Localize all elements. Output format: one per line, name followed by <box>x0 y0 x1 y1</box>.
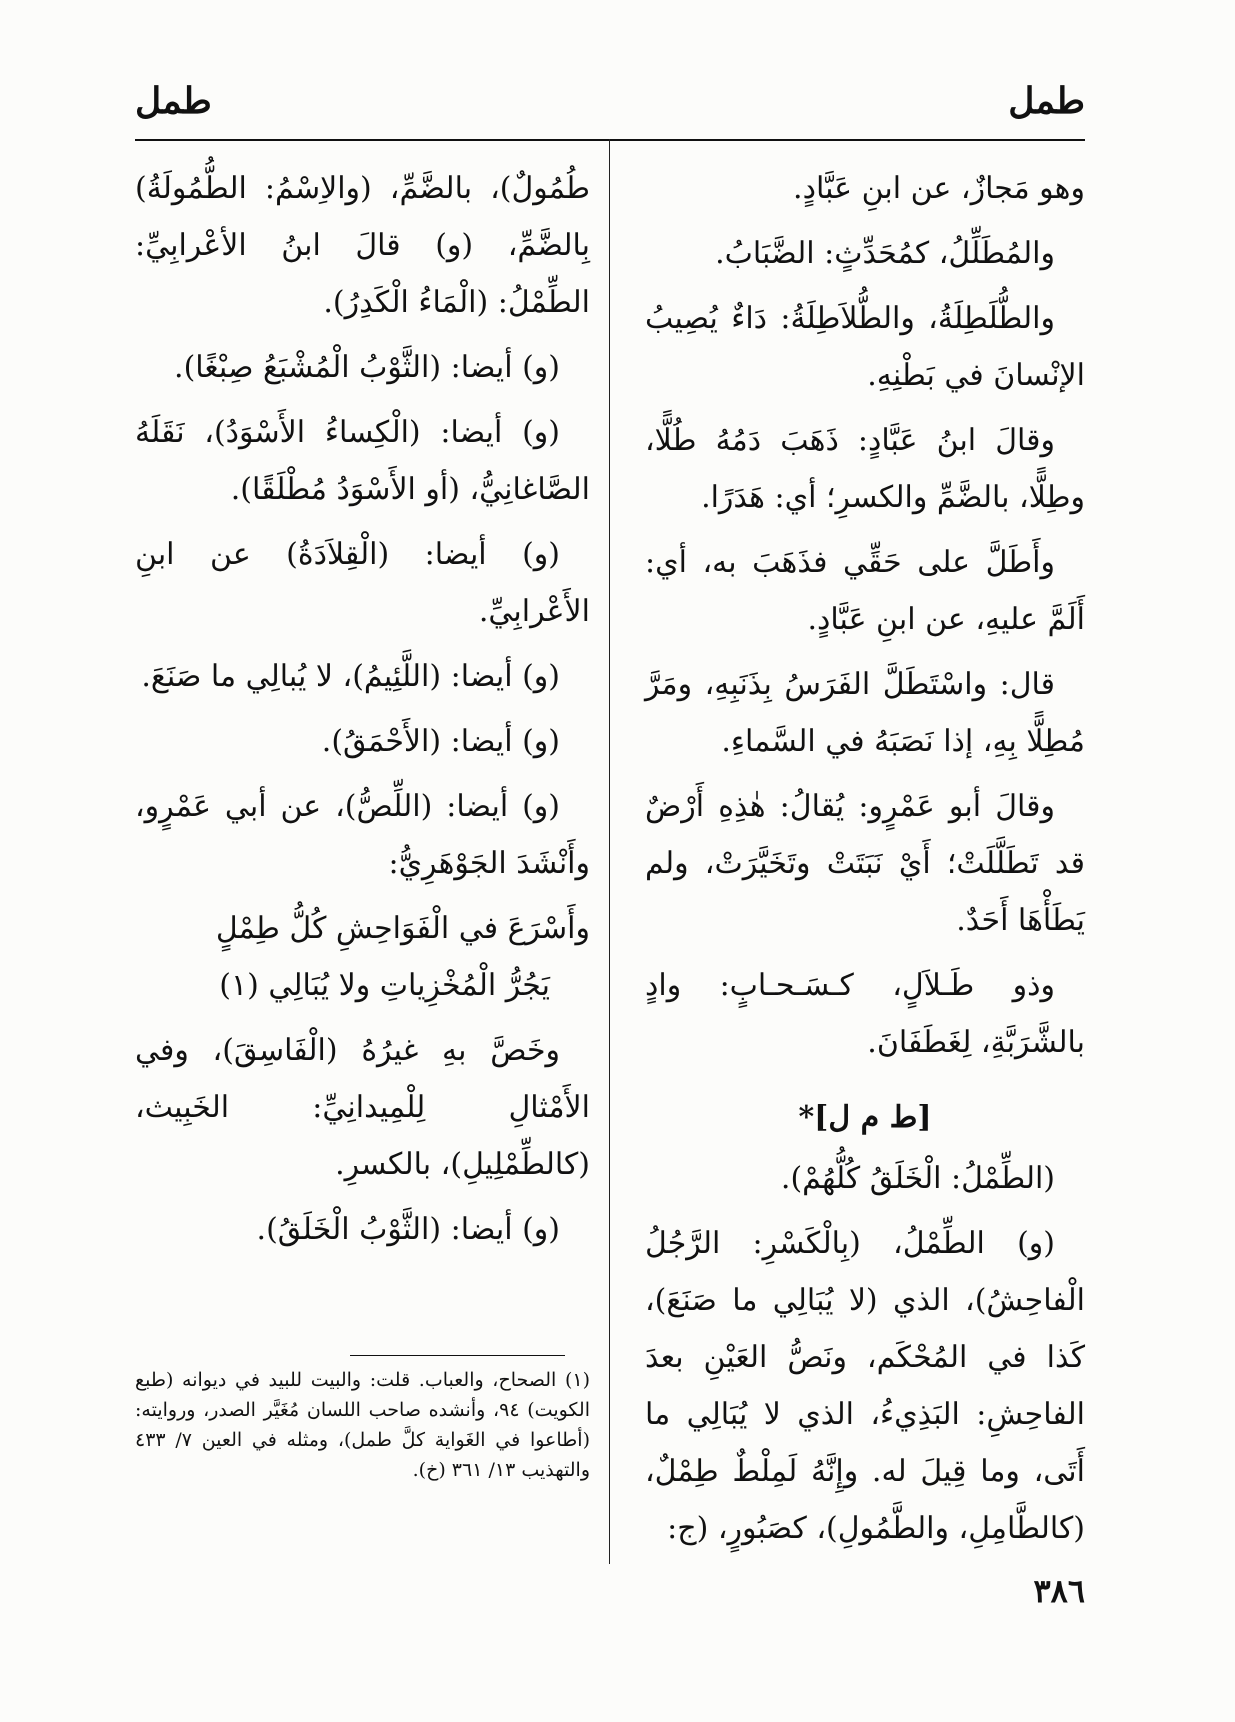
running-head-right: طمل <box>1008 80 1085 122</box>
paragraph: (و) أيضا: (الْكِساءُ الأَسْوَدُ)، نَقَلَهُ الصَّاغانِيُّ، (أو الأَسْوَدُ مُطْلَقًا). <box>135 415 590 507</box>
entry-heading: [ط م ل]* <box>798 1100 932 1135</box>
paragraph: (و) أيضا: (الْقِلاَدَةُ) عن ابنِ الأَعْرابِيِّ. <box>135 537 590 629</box>
footnote: (١) الصحاح، والعباب. قلت: والبيت للبيد في ديوانه (طبع الكويت) ٩٤، وأنشده صاحب اللسان مُغَيَّر الصدر، وروايته: (أطاعوا في الغَواية كلَّ طمل)، ومثله في العين ٧/ ٤٣٣ والتهذيب ١٣/ ٣٦١ (خ). <box>135 1369 590 1481</box>
paragraph: وهو مَجازٌ، عن ابنِ عَبَّادٍ. <box>793 171 1085 206</box>
paragraph: (و) أيضا: (الأَحْمَقُ). <box>321 724 560 759</box>
paragraph: والمُطَلِّلُ، كمُحَدِّثٍ: الضَّبَابُ. <box>715 236 1055 271</box>
verse-line: وأَسْرَعَ في الْفَوَاحِشِ كُلُّ طِمْلٍ <box>215 911 590 946</box>
paragraph: (و) أيضا: (الثَّوْبُ الْخَلَقُ). <box>256 1212 560 1247</box>
column-divider <box>609 139 610 1564</box>
paragraph: طُمُولٌ)، بالضَّمِّ، (والاِسْمُ: الطُّمُولَةُ) بِالضَّمِّ، (و) قالَ ابنُ الأعْرابِيِّ: الطِّمْلُ: (الْمَاءُ الْكَدِرُ). <box>135 171 590 320</box>
paragraph: وخَصَّ بهِ غيرُهُ (الْفَاسِقَ)، وفي الأَمْثالِ لِلْمِيدانِيِّ: الخَبِيث، (كالطِّمْلِيلِ)، بالكسرِ. <box>135 1033 590 1182</box>
running-head-left: طمل <box>135 80 212 122</box>
paragraph: (الطِّمْلُ: الْخَلَقُ كُلُّهُمْ). <box>780 1161 1055 1196</box>
paragraph: وقالَ أبو عَمْرٍو: يُقالُ: هٰذِهِ أَرْضٌ قد تَطَلَّلَتْ؛ أَيْ نَبَتَتْ وتَخَيَّرَتْ، ولم يَطَأْهَا أَحَدٌ. <box>645 789 1085 938</box>
verse-line: يَجُرُّ الْمُخْزِياتِ ولا يُبَالِي (١) <box>219 968 550 1003</box>
footnote-rule <box>350 1355 565 1356</box>
page-number: ٣٨٦ <box>1033 1572 1085 1610</box>
right-column <box>645 160 1085 1565</box>
paragraph: وقالَ ابنُ عَبَّادٍ: ذَهَبَ دَمُهُ طُلًّا، وطِلًّا، بالضَّمِّ والكسرِ؛ أي: هَدَرًا. <box>645 423 1085 515</box>
paragraph: (و) أيضا: (اللِّصُّ)، عن أبي عَمْرٍو، وأَنْشَدَ الجَوْهَرِيُّ: <box>135 789 590 881</box>
paragraph: وذو طَـلاَلٍ، كـسَـحـابٍ: وادٍ بالشَّرَبَّةِ، لِغَطَفَانَ. <box>645 968 1085 1060</box>
paragraph: وأَطَلَّ على حَقِّي فذَهَبَ به، أي: أَلَمَّ عليهِ، عن ابنِ عَبَّادٍ. <box>645 545 1085 637</box>
header-rule <box>135 139 1085 141</box>
left-column <box>135 160 590 1266</box>
paragraph: قال: واسْتَطَلَّ الفَرَسُ بِذَنَبِهِ، ومَرَّ مُطِلًّا بِهِ، إذا نَصَبَهُ في السَّماءِ. <box>645 667 1085 759</box>
paragraph: (و) أيضا: (اللَّئِيمُ)، لا يُبالِي ما صَنَعَ. <box>141 659 560 694</box>
paragraph: (و) الطِّمْلُ، (بِالْكَسْرِ: الرَّجُلُ الْفاحِشُ)، الذي (لا يُبَالِي ما صَنَعَ)، كَذا في المُحْكَم، ونَصُّ العَيْنِ بعدَ الفاحِشِ: البَذِيءُ، الذي لا يُبَالِي ما أَتَى، وما قِيلَ له. وإِنَّهُ لَمِلْطٌ طِمْلٌ، (كالطَّامِلِ، والطَّمُولِ)، كصَبُورٍ، (ج: <box>645 1226 1085 1546</box>
paragraph: والطُّلَطِلَةُ، والطُّلاَطِلَةُ: دَاءٌ يُصِيبُ الإنْسانَ في بَطْنِهِ. <box>645 301 1085 393</box>
paragraph: (و) أيضا: (الثَّوْبُ الْمُشْبَعُ صِبْغًا). <box>174 350 560 385</box>
